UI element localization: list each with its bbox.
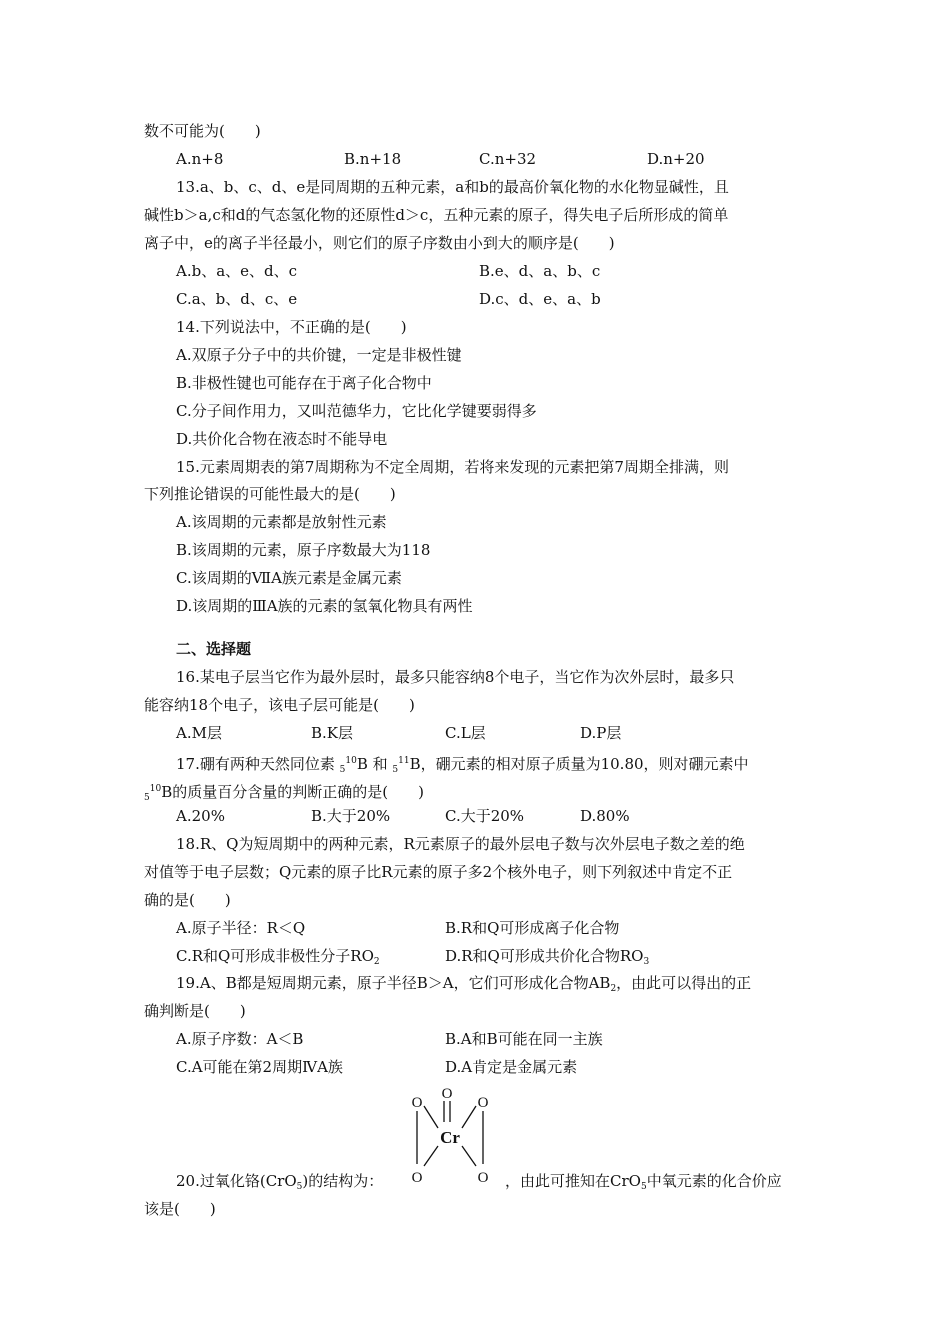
- q18-option-c-text: C.R和Q可形成非极性分子RO: [176, 947, 374, 965]
- q16-stem-line1: 16.某电子层当它作为最外层时，最多只能容纳8个电子，当它作为次外层时，最多只: [176, 668, 735, 686]
- q17-iso11-a: 11: [398, 756, 410, 766]
- atom-cr: Cr: [440, 1128, 460, 1147]
- q20-stem-line1-cont: [505, 1171, 782, 1197]
- q20-stem-line2: 该是( ): [144, 1200, 216, 1218]
- q16-option-b: B.K层: [311, 724, 353, 742]
- bond-bottomright: [462, 1146, 476, 1166]
- q18-option-d-text: D.R和Q可形成共价化合物RO: [445, 947, 644, 965]
- atom-o-topright: O: [477, 1095, 489, 1111]
- q18-option-c: [176, 946, 380, 972]
- q15-stem-line1: 15.元素周期表的第7周期称为不定全周期，若将来发现的元素把第7周期全排满，则: [176, 458, 729, 476]
- q19-sub: 2: [610, 984, 617, 994]
- q12-option-c: C.n+32: [479, 150, 537, 168]
- q17-text-1: 17.硼有两种天然同位素: [176, 755, 340, 773]
- q14-option-d: D.共价化合物在液态时不能导电: [176, 430, 388, 448]
- q19-text-2: ，由此可以得出的正: [616, 974, 752, 992]
- q16-option-a: A.M层: [176, 724, 222, 742]
- q19-text-1: 19.A、B都是短周期元素，原子半径B＞A，它们可形成化合物AB: [176, 974, 611, 992]
- q13-stem-line1: 13.a、b、c、d、e是同周期的五种元素，a和b的最高价氧化物的水化物显碱性，且: [176, 178, 729, 196]
- q12-option-a: A.n+8: [176, 150, 224, 168]
- q14-stem: 14.下列说法中，不正确的是( ): [176, 318, 407, 336]
- q14-option-c: C.分子间作用力，又叫范德华力，它比化学键要弱得多: [176, 402, 537, 420]
- q18-stem-line1: 18.R、Q为短周期中的两种元素，R元素原子的最外层电子数与次外层电子数之差的绝: [176, 835, 745, 853]
- q12-option-b: B.n+18: [344, 150, 402, 168]
- q17-line2-iso-z: 5: [144, 793, 150, 803]
- atom-o-top: O: [441, 1086, 453, 1102]
- q16-option-d: D.P层: [580, 724, 622, 742]
- q15-option-c: C.该周期的ⅦA族元素是金属元素: [176, 569, 402, 587]
- q20-text-3: ，由此可推知在CrO: [505, 1172, 641, 1190]
- q18-option-a: A.原子半径：R＜Q: [176, 919, 306, 937]
- atom-o-bottomright: O: [477, 1170, 489, 1186]
- q18-option-d: [445, 946, 649, 972]
- q17-text-4: B的质量百分含量的判断正确的是( ): [161, 783, 424, 801]
- bond-topleft: [424, 1106, 438, 1128]
- q20-stem-line1: [176, 1171, 383, 1197]
- section-heading: 二、选择题: [176, 640, 252, 658]
- q12-stem-tail: 数不可能为( ): [144, 122, 261, 140]
- q17-iso10-a: 10: [345, 756, 357, 766]
- q19-option-d: D.A肯定是金属元素: [445, 1058, 578, 1076]
- q19-option-c: C.A可能在第2周期ⅣA族: [176, 1058, 343, 1076]
- q14-option-b: B.非极性键也可能存在于离子化合物中: [176, 374, 432, 392]
- q12-option-d: D.n+20: [647, 150, 705, 168]
- q15-stem-line2: 下列推论错误的可能性最大的是( ): [144, 485, 396, 503]
- q17-text-2: B 和: [356, 755, 393, 773]
- q13-option-d: D.c、d、e、a、b: [479, 290, 601, 308]
- atom-o-bottomleft: O: [411, 1170, 423, 1186]
- q17-text-3: B，硼元素的相对原子质量为10.80，则对硼元素中: [409, 755, 749, 773]
- q18-stem-line3: 确的是( ): [144, 891, 231, 909]
- q17-stem-line2: [144, 779, 424, 808]
- q14-option-a: A.双原子分子中的共价键，一定是非极性键: [176, 346, 462, 364]
- q13-stem-line3: 离子中，e的离子半径最小，则它们的原子序数由小到大的顺序是( ): [144, 234, 615, 252]
- cro5-structure-diagram: [400, 1084, 500, 1188]
- q19-option-b: B.A和B可能在同一主族: [445, 1030, 603, 1048]
- q17-option-b: B.大于20%: [311, 807, 391, 825]
- q17-option-c: C.大于20%: [445, 807, 525, 825]
- q17-stem-line1: [176, 751, 749, 780]
- q18-option-d-sub: 3: [643, 957, 650, 967]
- q16-stem-line2: 能容纳18个电子，该电子层可能是( ): [144, 696, 415, 714]
- q17-option-a: A.20%: [176, 807, 225, 825]
- q19-stem-line2: 确判断是( ): [144, 1002, 246, 1020]
- atom-o-topleft: O: [411, 1095, 423, 1111]
- q20-sub-2: 5: [640, 1182, 647, 1192]
- q13-option-a: A.b、a、e、d、c: [176, 262, 298, 280]
- q17-iso10-z: 5: [339, 765, 346, 775]
- q20-text-2: )的结构为：: [302, 1172, 384, 1190]
- q16-option-c: C.L层: [445, 724, 486, 742]
- q19-option-a: A.原子序数：A＜B: [176, 1030, 304, 1048]
- q15-option-d: D.该周期的ⅢA族的元素的氢氧化物具有两性: [176, 597, 473, 615]
- q13-stem-line2: 碱性b＞a,c和d的气态氢化物的还原性d＞c，五种元素的原子，得失电子后所形成的简单: [144, 206, 729, 224]
- q18-stem-line2: 对值等于电子层数；Q元素的原子比R元素的原子多2个核外电子，则下列叙述中肯定不正: [144, 863, 733, 881]
- q20-text-4: 中氧元素的化合价应: [646, 1172, 782, 1190]
- q18-option-b: B.R和Q可形成离子化合物: [445, 919, 620, 937]
- q15-option-b: B.该周期的元素，原子序数最大为118: [176, 541, 431, 559]
- q15-option-a: A.该周期的元素都是放射性元素: [176, 513, 387, 531]
- q19-stem-line1: [176, 973, 751, 999]
- q17-option-d: D.80%: [580, 807, 630, 825]
- q18-option-c-sub: 2: [373, 957, 380, 967]
- q13-option-b: B.e、d、a、b、c: [479, 262, 601, 280]
- bond-topright: [462, 1106, 476, 1128]
- bond-bottomleft: [424, 1146, 438, 1166]
- q17-iso11-z: 5: [392, 765, 399, 775]
- q20-text-1: 20.过氧化铬(CrO: [176, 1172, 297, 1190]
- q20-sub-1: 5: [296, 1182, 303, 1192]
- q13-option-c: C.a、b、d、c、e: [176, 290, 298, 308]
- q17-line2-iso-a: 10: [149, 784, 162, 794]
